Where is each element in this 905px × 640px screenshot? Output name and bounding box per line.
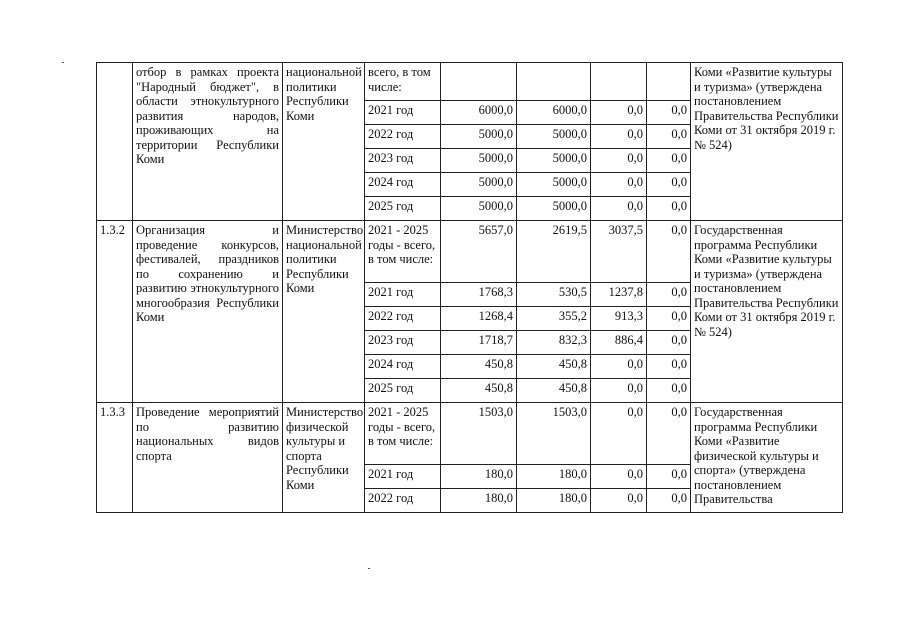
value-col4: 0,0: [647, 197, 691, 221]
value-col2: [517, 63, 591, 101]
value-col3: 0,0: [591, 355, 647, 379]
value-col4: 0,0: [647, 403, 691, 465]
value-col2: 1503,0: [517, 403, 591, 465]
executor: национальной политики Республики Коми: [283, 63, 365, 221]
scan-speck: [368, 568, 370, 569]
budget-table: [96, 62, 843, 513]
total-value: 5000,0: [441, 125, 517, 149]
total-value: 450,8: [441, 355, 517, 379]
value-col2: 2619,5: [517, 221, 591, 283]
value-col3: 0,0: [591, 149, 647, 173]
year-label: 2021 год: [365, 283, 441, 307]
value-col3: 886,4: [591, 331, 647, 355]
value-col2: 530,5: [517, 283, 591, 307]
value-col2: 5000,0: [517, 197, 591, 221]
item-number: [97, 63, 133, 221]
value-col3: [591, 63, 647, 101]
value-col4: 0,0: [647, 355, 691, 379]
year-label: 2025 год: [365, 379, 441, 403]
year-label: 2021 год: [365, 465, 441, 489]
total-value: 1768,3: [441, 283, 517, 307]
activity-name: отбор в рамках проекта "Народный бюджет", в области этнокультурного развития народов, проживающих на территории Республики Коми: [133, 63, 283, 221]
value-col3: 3037,5: [591, 221, 647, 283]
value-col4: 0,0: [647, 489, 691, 513]
value-col4: 0,0: [647, 307, 691, 331]
total-value: 5000,0: [441, 197, 517, 221]
value-col4: 0,0: [647, 331, 691, 355]
total-value: 450,8: [441, 379, 517, 403]
total-value: [441, 63, 517, 101]
total-value: 180,0: [441, 489, 517, 513]
value-col2: 5000,0: [517, 149, 591, 173]
table-row: [97, 403, 843, 465]
year-label: 2023 год: [365, 149, 441, 173]
value-col2: 355,2: [517, 307, 591, 331]
value-col3: 0,0: [591, 465, 647, 489]
item-number: 1.3.3: [97, 403, 133, 513]
total-value: 5657,0: [441, 221, 517, 283]
value-col2: 832,3: [517, 331, 591, 355]
year-label: 2024 год: [365, 355, 441, 379]
value-col3: 0,0: [591, 403, 647, 465]
value-col4: 0,0: [647, 379, 691, 403]
period-label: 2021 - 2025 годы - всего, в том числе:: [365, 221, 441, 283]
value-col3: 0,0: [591, 197, 647, 221]
year-label: 2021 год: [365, 101, 441, 125]
total-value: 1503,0: [441, 403, 517, 465]
item-number: 1.3.2: [97, 221, 133, 403]
total-value: 1268,4: [441, 307, 517, 331]
value-col3: 0,0: [591, 489, 647, 513]
year-label: 2024 год: [365, 173, 441, 197]
total-value: 1718,7: [441, 331, 517, 355]
value-col4: 0,0: [647, 101, 691, 125]
value-col4: 0,0: [647, 221, 691, 283]
value-col3: 1237,8: [591, 283, 647, 307]
value-col4: 0,0: [647, 173, 691, 197]
value-col2: 6000,0: [517, 101, 591, 125]
period-label: всего, в том числе:: [365, 63, 441, 101]
value-col3: 0,0: [591, 173, 647, 197]
value-col2: 450,8: [517, 379, 591, 403]
program-reference: Государственная программа Республики Коми «Развитие физической культуры и спорта» (утверждена постановлением Правительства: [691, 403, 843, 513]
table-row: [97, 63, 843, 101]
value-col3: 0,0: [591, 125, 647, 149]
program-reference: Государственная программа Республики Коми «Развитие культуры и туризма» (утверждена постановлением Правительства Республики Коми от 31 октября 2019 г. № 524): [691, 221, 843, 403]
year-label: 2022 год: [365, 307, 441, 331]
executor: Министерство национальной политики Республики Коми: [283, 221, 365, 403]
year-label: 2022 год: [365, 125, 441, 149]
value-col3: 913,3: [591, 307, 647, 331]
total-value: 180,0: [441, 465, 517, 489]
value-col3: 0,0: [591, 101, 647, 125]
value-col2: 450,8: [517, 355, 591, 379]
value-col2: 5000,0: [517, 173, 591, 197]
year-label: 2022 год: [365, 489, 441, 513]
executor: Министерство физической культуры и спорта Республики Коми: [283, 403, 365, 513]
activity-name: Организация и проведение конкурсов, фестивалей, праздников по сохранению и развитию этнокультурного многообразия Республики Коми: [133, 221, 283, 403]
year-label: 2025 год: [365, 197, 441, 221]
value-col2: 180,0: [517, 465, 591, 489]
program-reference: Коми «Развитие культуры и туризма» (утверждена постановлением Правительства Республики Коми от 31 октября 2019 г. № 524): [691, 63, 843, 221]
year-label: 2023 год: [365, 331, 441, 355]
table-row: [97, 221, 843, 283]
total-value: 5000,0: [441, 173, 517, 197]
scan-speck: [62, 62, 64, 63]
value-col3: 0,0: [591, 379, 647, 403]
total-value: 5000,0: [441, 149, 517, 173]
value-col4: 0,0: [647, 283, 691, 307]
value-col4: 0,0: [647, 125, 691, 149]
total-value: 6000,0: [441, 101, 517, 125]
value-col4: 0,0: [647, 149, 691, 173]
value-col4: 0,0: [647, 465, 691, 489]
period-label: 2021 - 2025 годы - всего, в том числе:: [365, 403, 441, 465]
value-col2: 5000,0: [517, 125, 591, 149]
value-col2: 180,0: [517, 489, 591, 513]
activity-name: Проведение мероприятий по развитию национальных видов спорта: [133, 403, 283, 513]
value-col4: [647, 63, 691, 101]
